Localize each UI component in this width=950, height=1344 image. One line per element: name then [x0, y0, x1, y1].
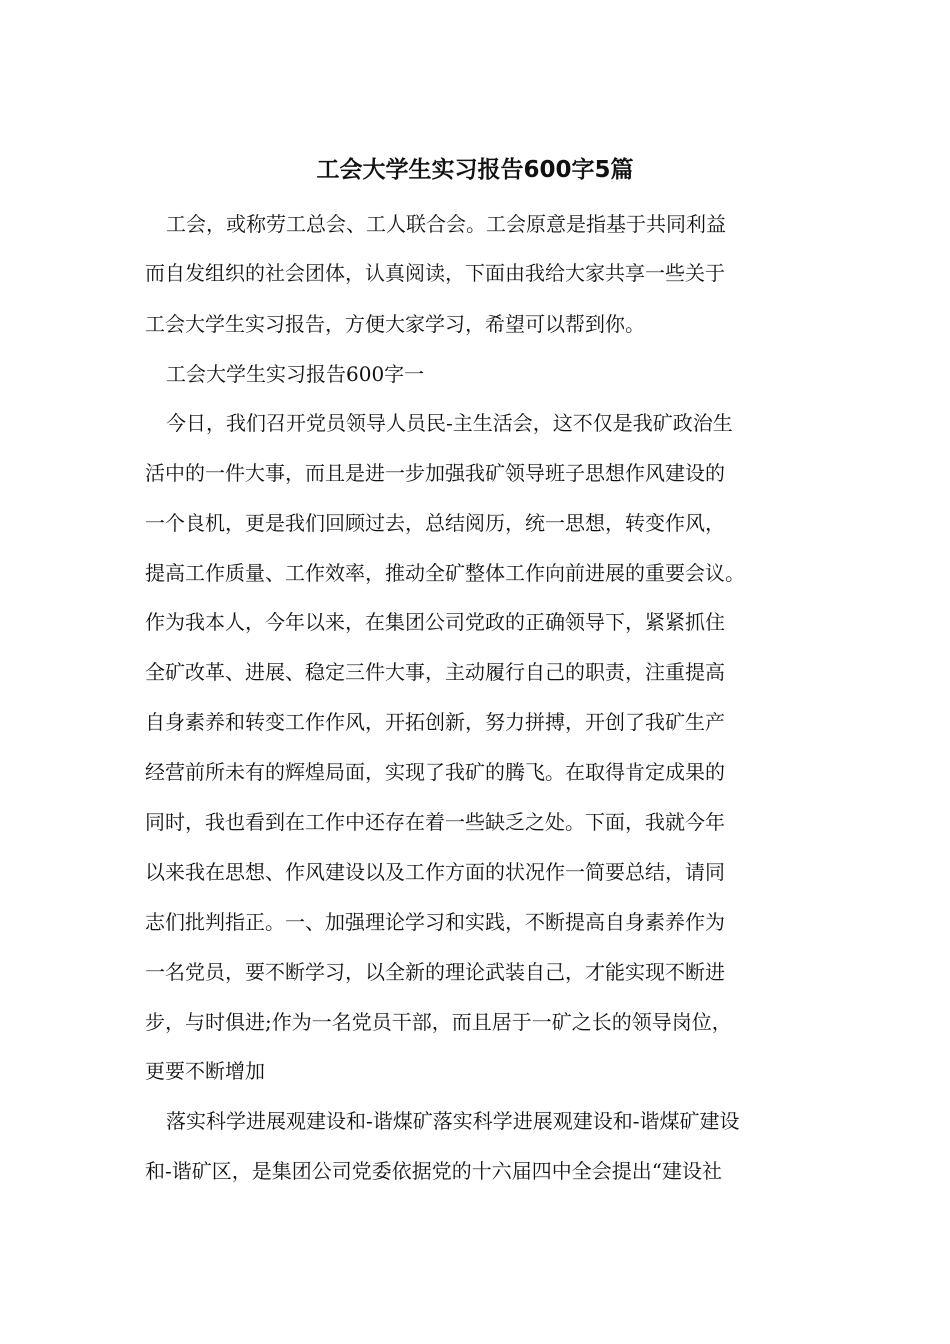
- paragraph-line: 活中的一件大事，而且是进一步加强我矿领导班子思想作风建设的: [145, 461, 725, 485]
- paragraph-line: 步，与时俱进;作为一名党员干部，而且居于一矿之长的领导岗位，: [145, 1010, 732, 1034]
- paragraph-line: 而自发组织的社会团体，认真阅读，下面由我给大家共享一些关于: [145, 261, 725, 285]
- paragraph-line: 工会大学生实习报告，方便大家学习，希望可以帮到你。: [145, 312, 645, 336]
- section-heading: 工会大学生实习报告600字一: [166, 362, 425, 386]
- paragraph-line: 提高工作质量、工作效率，推动全矿整体工作向前进展的重要会议。: [145, 561, 745, 585]
- paragraph-line: 全矿改革、进展、稳定三件大事，主动履行自己的职责，注重提高: [145, 660, 725, 684]
- paragraph-line: 志们批判指正。一、加强理论学习和实践，不断提高自身素养作为: [145, 910, 725, 934]
- document-title: 工会大学生实习报告600字5篇: [316, 157, 634, 183]
- paragraph-line: 一个良机，更是我们回顾过去，总结阅历，统一思想，转变作风，: [145, 511, 725, 535]
- paragraph-line: 自身素养和转变工作作风，开拓创新，努力拼搏，开创了我矿生产: [145, 710, 725, 734]
- paragraph-line: 今日，我们召开党员领导人员民-主生活会，这不仅是我矿政治生: [166, 411, 733, 435]
- paragraph-line: 经营前所未有的辉煌局面，实现了我矿的腾飞。在取得肯定成果的: [145, 760, 725, 784]
- paragraph-line: 同时，我也看到在工作中还存在着一些缺乏之处。下面，我就今年: [145, 810, 725, 834]
- paragraph-line: 以来我在思想、作风建设以及工作方面的状况作一简要总结，请同: [145, 860, 725, 884]
- paragraph-line: 一名党员，要不断学习，以全新的理论武装自己，才能实现不断进: [145, 960, 725, 984]
- paragraph-line: 作为我本人，今年以来，在集团公司党政的正确领导下，紧紧抓住: [145, 610, 725, 634]
- paragraph-line: 和-谐矿区，是集团公司党委依据党的十六届四中全会提出“建设社: [145, 1159, 722, 1183]
- paragraph-line: 落实科学进展观建设和-谐煤矿落实科学进展观建设和-谐煤矿建设: [166, 1109, 740, 1133]
- paragraph-line: 工会，或称劳工总会、工人联合会。工会原意是指基于共同利益: [166, 212, 726, 236]
- paragraph-line: 更要不断增加: [145, 1059, 265, 1083]
